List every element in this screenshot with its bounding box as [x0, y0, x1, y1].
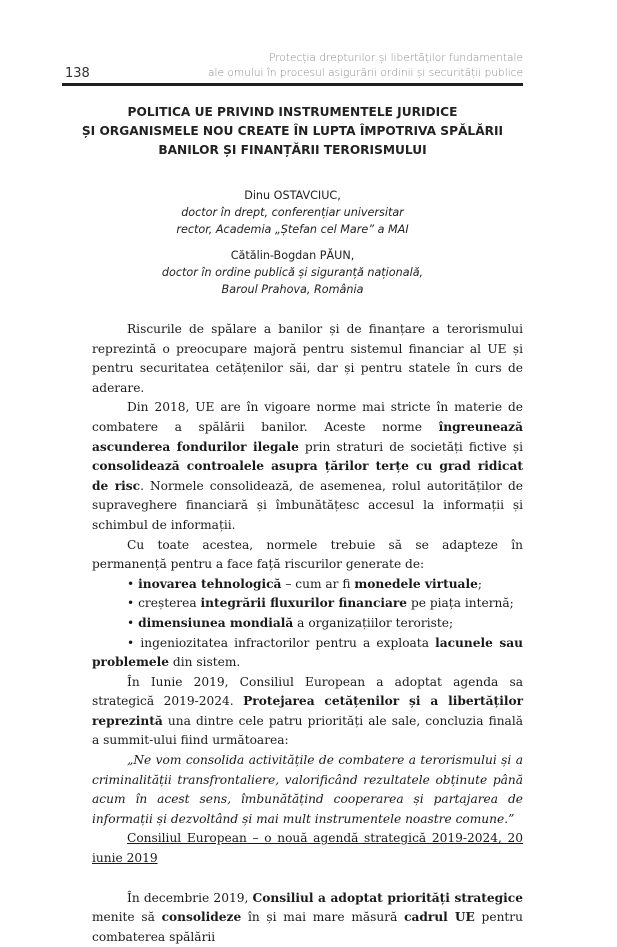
list-item: • dimensiunea mondială a organizațiilor teroriste; [127, 615, 454, 630]
page-header [62, 50, 523, 86]
author-2-affiliation-1: doctor în ordine publică și siguranță națională, [161, 265, 424, 279]
author-1-affiliation-1: doctor în drept, conferențiar universitar [181, 206, 404, 220]
bullet-icon: • [127, 576, 135, 591]
quote-source: Consiliul European – o nouă agendă strategică 2019-2024, 20 iunie 2019 [92, 831, 523, 866]
list-item: • inovarea tehnologică – cum ar fi monedele virtuale; [127, 576, 482, 591]
title-line1: POLITICA UE PRIVIND INSTRUMENTELE JURIDICE [127, 105, 458, 119]
paragraph-2: Din 2018, UE are în vigoare norme mai stricte în materie de combatere a spălării banilor. Aceste norme îngreunează ascunderea fondurilor ilegale prin straturi de societăți fictive și consolidează controalele asupra țărilor terțe cu grad ridicat de risc. Normele consolidează, de asemenea, rolul autorităților de supraveghere financiară și îmbunătățesc accesul la informații și schimbul de informații. [92, 400, 524, 532]
bullet-icon: • [127, 635, 135, 650]
page-number: 138 [65, 66, 90, 81]
bullet-icon: • [127, 596, 135, 611]
author-1-affiliation-2: rector, Academia „Ștefan cel Mare” a MAI [176, 223, 409, 237]
article-title [62, 103, 523, 160]
list-item: • creșterea integrării fluxurilor financiare pe piața internă; [127, 596, 514, 611]
title-line3: BANILOR ȘI FINANȚĂRII TERORISMULUI [158, 143, 427, 157]
list-item: • ingeniozitatea infractorilor pentru a exploata lacunele sau problemele din sistem. [92, 635, 524, 670]
title-line2: ȘI ORGANISMELE NOU CREATE ÎN LUPTA ÎMPOTRIVA SPĂLĂRII [81, 124, 504, 138]
authors-block [62, 187, 523, 298]
paragraph-4: În Iunie 2019, Consiliul European a adoptat agenda sa strategică 2019-2024. Protejarea cetățenilor și a libertăților reprezintă una dintre cele patru priorități ale sale, concluzia finală a summit-ului fiind următoarea: [92, 674, 523, 748]
quote: „Ne vom consolida activitățile de combatere a terorismului și a criminalității transfrontaliere, valorificând rezultatele obținute până acum în acest sens, îmbunătățind cooperarea și partajarea de informații și dezvoltând și mai mult instrumentele noastre comune.” [92, 753, 523, 826]
bullet-icon: • [127, 615, 135, 630]
author-2-affiliation-2: Baroul Prahova, România [221, 283, 364, 297]
running-title [208, 51, 523, 81]
article-body [92, 320, 523, 947]
author-2-name: Cătălin-Bogdan PĂUN, [230, 248, 355, 262]
running-title-line2: ale omului în procesul asigurării ordinii și securității publice [208, 67, 523, 79]
paragraph-5: În decembrie 2019, Consiliul a adoptat priorități strategice menite să consolideze în și mai mare măsură cadrul UE pentru combaterea spălării [92, 890, 523, 944]
paragraph-1: Riscurile de spălare a banilor și de finanțare a terorismului reprezintă o preocupare majoră pentru sistemul financiar al UE și pentru securitatea cetățenilor săi, dar și pentru statele în curs de aderare. [92, 322, 523, 395]
paragraph-3: Cu toate acestea, normele trebuie să se adapteze în permanență pentru a face față riscurilor generate de: [92, 537, 523, 572]
author-1-name: Dinu OSTAVCIUC, [244, 189, 341, 202]
running-title-line1: Protecția drepturilor și libertăților fundamentale [269, 52, 523, 64]
